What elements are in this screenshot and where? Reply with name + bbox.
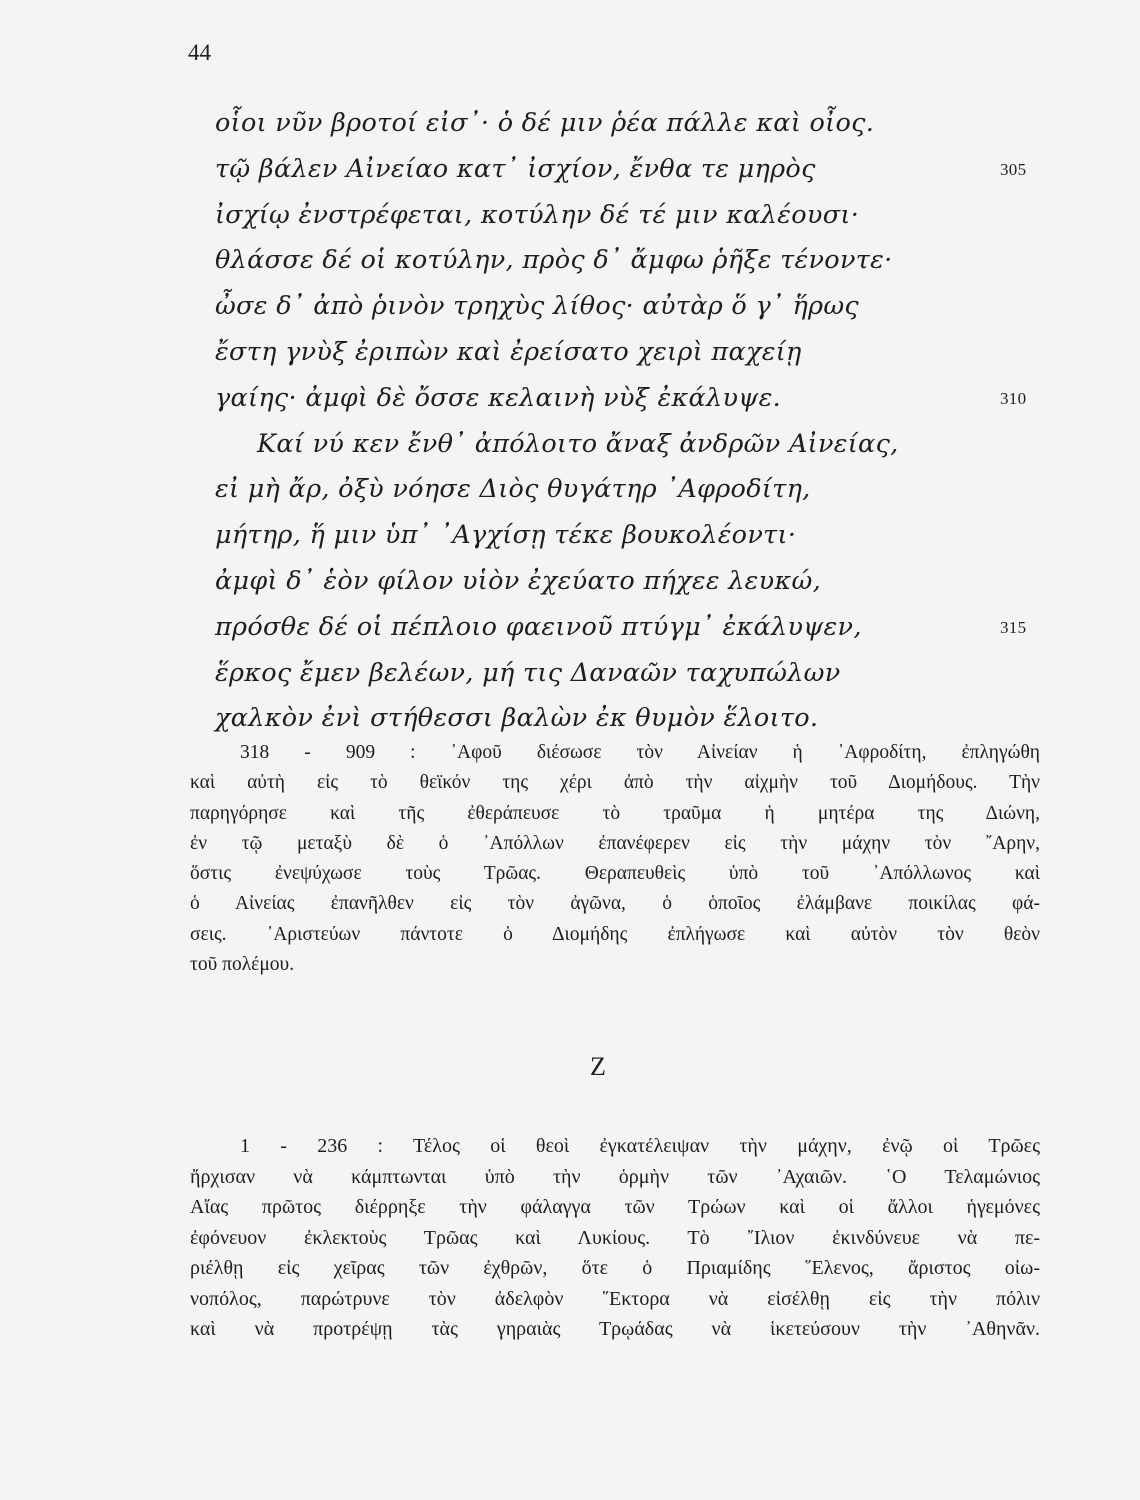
verse-line: θλάσσε δέ οἱ κοτύλην, πρὸς δ᾽ ἄμφω ῥῆξε τένοντε· xyxy=(215,245,893,276)
verse-line: ἕρκος ἔμεν βελέων, μή τις Δαναῶν ταχυπώλων xyxy=(215,657,841,688)
commentary-paragraph xyxy=(190,738,1040,980)
verse-line: χαλκὸν ἐνὶ στήθεσσι βαλὼν ἐκ θυμὸν ἕλοιτο. xyxy=(215,703,819,734)
commentary-line: ἐν τῷ μεταξὺ δὲ ὁ ᾽Απόλλων ἐπανέφερεν εἰς τὴν μάχην τὸν ῎Αρην, xyxy=(190,832,1040,854)
commentary-line: 318 - 909 : ᾽Αφοῦ διέσωσε τὸν Αἰνείαν ἡ ᾽Αφροδίτη, ἐπληγώθη xyxy=(240,742,1040,763)
commentary-line: ἐφόνευον ἐκλεκτοὺς Τρῶας καὶ Λυκίους. Τὸ ῎Ιλιον ἐκινδύνευε νὰ πε- xyxy=(190,1226,1040,1249)
commentary-line: νοπόλος, παρώτρυνε τὸν ἀδελφὸν ῞Εκτορα νὰ εἰσέλθῃ εἰς τὴν πόλιν xyxy=(190,1287,1040,1310)
verse-line: ἰσχίῳ ἐνστρέφεται, κοτύλην δέ τέ μιν καλέουσι· xyxy=(215,199,860,230)
section-heading: Ζ xyxy=(590,1052,606,1081)
line-number: 315 xyxy=(1000,617,1027,637)
commentary-line: καὶ αὐτὴ εἰς τὸ θεϊκόν της χέρι ἀπὸ τὴν αἰχμὴν τοῦ Διομήδους. Τὴν xyxy=(190,772,1040,794)
commentary-line: σεις. ᾽Αριστεύων πάντοτε ὁ Διομήδης ἐπλήγωσε καὶ αὐτὸν τὸν θεὸν xyxy=(190,923,1040,945)
commentary-line: 1 - 236 : Τέλος οἱ θεοὶ ἐγκατέλειψαν τὴν μάχην, ἐνῷ οἱ Τρῶες xyxy=(240,1135,1040,1157)
commentary-line: ὁ Αἰνείας ἐπανῆλθεν εἰς τὸν ἀγῶνα, ὁ ὁποῖος ἐλάμβανε ποικίλας φά- xyxy=(190,893,1040,915)
verse-line: τῷ βάλεν Αἰνείαο κατ᾽ ἰσχίον, ἔνθα τε μηρὸς 305 xyxy=(215,147,1085,193)
commentary-line: παρηγόρησε καὶ τῆς ἐθεράπευσε τὸ τραῦμα ἡ μητέρα της Διώνη, xyxy=(190,802,1040,824)
poem-verses xyxy=(215,101,1085,742)
verse-line: οἷοι νῦν βροτοί εἰσ᾽· ὁ δέ μιν ῥέα πάλλε καὶ οἶος. xyxy=(215,108,875,138)
page-number: 44 xyxy=(188,40,211,65)
line-number: 310 xyxy=(1000,388,1027,408)
commentary-paragraph xyxy=(190,1131,1040,1345)
verse-line: ἔστη γνὺξ ἐριπὼν καὶ ἐρείσατο χειρὶ παχείῃ xyxy=(215,336,802,367)
verse-line: πρόσθε δέ οἱ πέπλοιο φαεινοῦ πτύγμ᾽ ἐκάλυψεν, 315 xyxy=(215,605,1085,651)
commentary-line: ριέλθῃ εἰς χεῖρας τῶν ἐχθρῶν, ὅτε ὁ Πριαμίδης ῞Ελενος, ἄριστος οἰω- xyxy=(190,1257,1040,1279)
verse-line: ἀμφὶ δ᾽ ἑὸν φίλον υἱὸν ἐχεύατο πήχεε λευκώ, xyxy=(215,565,821,596)
line-number: 305 xyxy=(1000,159,1027,179)
commentary-line: ἤρχισαν νὰ κάμπτωνται ὑπὸ τὴν ὁρμὴν τῶν ᾽Αχαιῶν. ῾Ο Τελαμώνιος xyxy=(190,1165,1040,1188)
verse-line: εἰ μὴ ἄρ, ὀξὺ νόησε Διὸς θυγάτηρ ᾽Αφροδίτη, xyxy=(215,474,811,505)
commentary-line: ὅστις ἐνεψύχωσε τοὺς Τρῶας. Θεραπευθεὶς ὑπὸ τοῦ ᾽Απόλλωνος καὶ xyxy=(190,863,1040,885)
commentary-line: Αἴας πρῶτος διέρρηξε τὴν φάλαγγα τῶν Τρώων καὶ οἱ ἄλλοι ἡγεμόνες xyxy=(190,1196,1040,1218)
verse-line: Καί νύ κεν ἔνθ᾽ ἀπόλοιτο ἄναξ ἀνδρῶν Αἰνείας, xyxy=(257,428,899,459)
commentary-line: τοῦ πολέμου. xyxy=(190,954,295,976)
verse-line: ὦσε δ᾽ ἀπὸ ῥινὸν τρηχὺς λίθος· αὐτὰρ ὅ γ᾽ ἥρως xyxy=(215,291,860,322)
verse-line: μήτηρ, ἥ μιν ὑπ᾽ ᾽Αγχίσῃ τέκε βουκολέοντι· xyxy=(215,520,797,551)
verse-line: γαίης· ἀμφὶ δὲ ὄσσε κελαινὴ νὺξ ἐκάλυψε. 310 xyxy=(215,376,1085,422)
commentary-line: καὶ νὰ προτρέψῃ τὰς γηραιὰς Τρῳάδας νὰ ἱκετεύσουν τὴν ᾽Αθηνᾶν. xyxy=(190,1318,1040,1340)
